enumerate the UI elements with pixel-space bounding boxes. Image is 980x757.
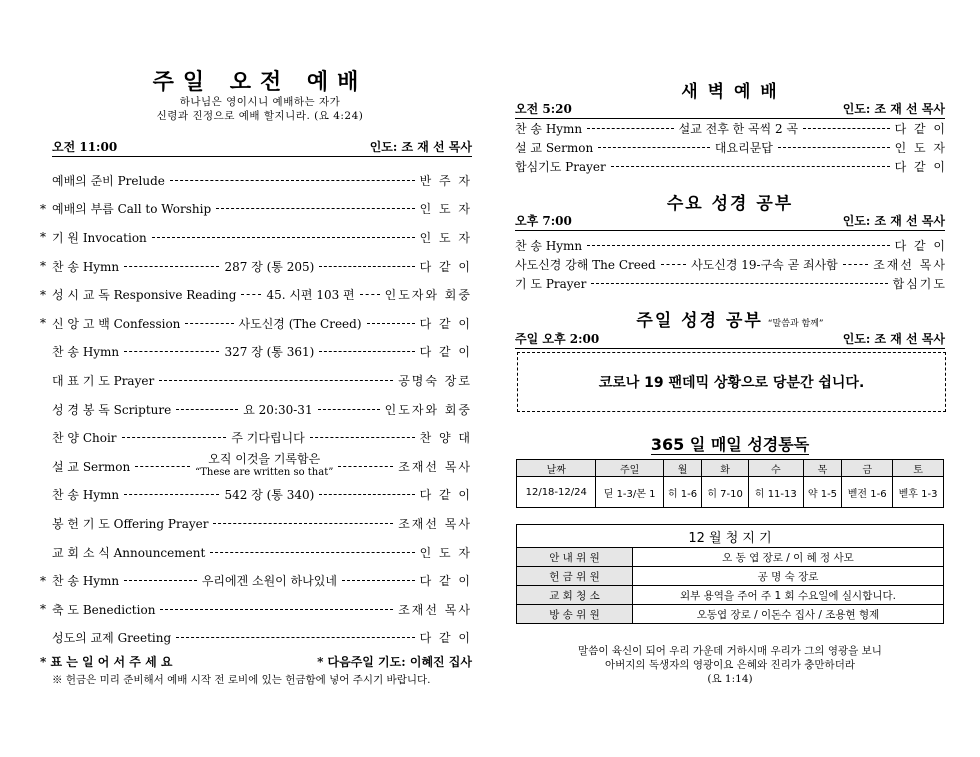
order-row xyxy=(515,274,947,293)
dash-leader xyxy=(213,523,393,524)
order-person: 인 도 자 xyxy=(894,141,947,155)
dash-leader xyxy=(843,264,868,265)
order-label: 성도의 교제 Greeting xyxy=(52,631,172,646)
dash-leader xyxy=(319,266,414,267)
standing-mark: * xyxy=(40,287,46,302)
order-label: 찬 양 Choir xyxy=(52,431,117,446)
dawn-leader: 인도: 조 재 선 목사 xyxy=(842,102,945,116)
order-label: 성 경 봉 독 Scripture xyxy=(52,402,172,417)
order-label: 찬 송 Hymn xyxy=(52,345,120,360)
stand-text: * 표 는 일 어 서 주 세 요 xyxy=(40,655,173,669)
dash-leader xyxy=(803,128,889,129)
service-header xyxy=(52,138,472,157)
servants-row xyxy=(517,605,944,624)
standing-mark: * xyxy=(40,316,46,331)
dawn-time: 오전 5:20 xyxy=(515,102,572,116)
servants-title-row xyxy=(517,525,944,548)
order-detail: 요 20:30-31 xyxy=(243,402,313,417)
servant-name: 오 동 엽 장로 / 이 혜 정 사모 xyxy=(633,548,944,567)
order-person: 다 같 이 xyxy=(419,316,473,331)
dash-leader xyxy=(135,466,190,467)
sunday-study-title-wrap xyxy=(515,306,945,331)
dash-leader xyxy=(342,580,415,581)
order-label: 축 도 Benediction xyxy=(52,602,156,617)
verse-line: 신령과 진정으로 예배 할지니라. (요 4:24) xyxy=(156,110,364,122)
dash-leader xyxy=(310,437,415,438)
servant-name: 오동엽 장로 / 이돈수 집사 / 조용현 형제 xyxy=(633,605,944,624)
service-leader: 인도: 조 재 선 목사 xyxy=(369,140,472,154)
order-row xyxy=(515,255,947,274)
servant-role: 헌 금 위 원 xyxy=(517,567,633,586)
wed-title: 수요 성경 공부 xyxy=(666,194,794,214)
order-person: 조재선 목사 xyxy=(873,258,947,272)
order-row xyxy=(40,395,472,424)
order-label: 대 표 기 도 Prayer xyxy=(52,373,155,388)
reading-cell: 벧후 1-3 xyxy=(893,477,944,508)
reading-cell: 딛 1-3/몬 1 xyxy=(596,477,663,508)
dash-leader xyxy=(160,609,393,610)
sunday-study-notice: 코로나 19 팬데믹 상황으로 당분간 쉽니다. xyxy=(517,352,946,412)
wed-header xyxy=(515,212,945,231)
order-row xyxy=(515,157,947,176)
order-row xyxy=(515,119,947,138)
reading-header-cell: 월 xyxy=(663,460,702,477)
order-label: 찬 송 Hymn xyxy=(52,259,120,274)
dash-leader xyxy=(587,245,889,246)
servants-row xyxy=(517,548,944,567)
reading-table xyxy=(516,459,944,508)
sunday-study-title: 주일 성경 공부 xyxy=(636,311,763,331)
footer-line: 아버지의 독생자의 영광이요 은혜와 진리가 충만하더라 xyxy=(605,659,855,671)
service-time: 오전 11:00 xyxy=(52,140,118,154)
order-detail: 45. 시편 103 편 xyxy=(266,288,355,303)
reading-header-cell: 금 xyxy=(842,460,893,477)
order-row xyxy=(40,338,472,367)
dash-leader xyxy=(598,147,710,148)
servant-role: 안 내 위 원 xyxy=(517,548,633,567)
reading-cell: 히 1-6 xyxy=(663,477,702,508)
order-label: 찬 송 Hymn xyxy=(515,239,583,253)
reading-header-cell: 날짜 xyxy=(517,460,596,477)
order-detail: 542 장 (통 340) xyxy=(224,488,315,503)
dawn-order xyxy=(515,119,947,176)
order-person: 공명숙 장로 xyxy=(398,373,472,388)
dash-leader xyxy=(124,494,219,495)
dash-leader xyxy=(176,409,238,410)
order-detail: 327 장 (통 361) xyxy=(224,345,315,360)
dash-leader xyxy=(319,494,414,495)
order-row xyxy=(40,509,472,538)
reading-header-cell: 화 xyxy=(702,460,749,477)
order-person: 다 같 이 xyxy=(419,345,473,360)
page-title: 주일 오전 예배 xyxy=(152,70,368,95)
order-detail: 287 장 (통 205) xyxy=(224,259,315,274)
order-label: 예배의 준비 Prelude xyxy=(52,173,165,188)
order-row xyxy=(40,423,472,452)
dash-leader xyxy=(124,266,219,267)
order-row xyxy=(40,166,472,195)
order-row xyxy=(40,309,472,338)
reading-cell: 벧전 1-6 xyxy=(842,477,893,508)
sermon-title-block xyxy=(195,452,333,480)
standing-mark: * xyxy=(40,230,46,245)
dash-leader xyxy=(210,552,414,553)
order-row xyxy=(40,595,472,624)
reading-cell: 약 1-5 xyxy=(803,477,842,508)
dash-leader xyxy=(124,580,197,581)
order-row xyxy=(40,223,472,252)
order-row xyxy=(40,280,472,309)
servant-name: 외부 용역을 주어 주 1 회 수요일에 실시합니다. xyxy=(633,586,944,605)
standing-mark: * xyxy=(40,573,46,588)
order-label: 찬 송 Hymn xyxy=(52,574,120,589)
order-label: 사도신경 강해 The Creed xyxy=(515,258,656,272)
dash-leader xyxy=(587,128,673,129)
wed-leader: 인도: 조 재 선 목사 xyxy=(842,214,945,228)
dawn-header xyxy=(515,100,945,119)
offering-note: ※ 헌금은 미리 준비해서 예배 시작 전 로비에 있는 헌금함에 넣어 주시기 바랍니다. xyxy=(52,674,431,686)
order-row xyxy=(40,481,472,510)
reading-body-row xyxy=(517,477,944,508)
dash-leader xyxy=(159,380,393,381)
order-detail: 설교 전후 한 곡씩 2 곡 xyxy=(678,122,799,136)
reading-title: 365 일 매일 성경통독 xyxy=(650,435,810,454)
order-label: 찬 송 Hymn xyxy=(515,122,583,136)
dash-leader xyxy=(124,351,219,352)
order-row xyxy=(40,566,472,595)
order-label: 봉 헌 기 도 Offering Prayer xyxy=(52,516,209,531)
servants-title: 12 월 청 지 기 xyxy=(517,525,944,548)
sunday-study-time: 주일 오후 2:00 xyxy=(515,332,600,346)
sunday-study-subtitle: “말씀과 함께” xyxy=(767,319,824,329)
order-person: 인도자와 회중 xyxy=(384,402,473,417)
dash-leader xyxy=(360,294,380,295)
dash-leader xyxy=(122,437,227,438)
order-person: 인 도 자 xyxy=(419,202,472,217)
order-person: 조재선 목사 xyxy=(398,516,472,531)
order-row xyxy=(40,195,472,224)
reading-header-cell: 주일 xyxy=(596,460,663,477)
order-row xyxy=(40,252,472,281)
order-detail: 대요리문답 xyxy=(714,141,773,155)
order-person: 다 같 이 xyxy=(894,160,947,174)
dash-leader xyxy=(176,637,414,638)
standing-mark: * xyxy=(40,602,46,617)
order-person: 다 같 이 xyxy=(419,488,473,503)
reading-header-cell: 목 xyxy=(803,460,842,477)
order-person: 인도자와 회중 xyxy=(384,288,472,303)
standing-mark: * xyxy=(40,201,46,216)
dash-leader xyxy=(611,166,890,167)
wed-time: 오후 7:00 xyxy=(515,214,572,228)
reading-cell: 12/18-12/24 xyxy=(517,477,596,508)
order-row xyxy=(515,236,947,255)
dash-leader xyxy=(241,294,261,295)
dash-leader xyxy=(338,466,393,467)
order-label: 신 앙 고 백 Confession xyxy=(52,316,181,331)
order-row xyxy=(40,624,472,653)
order-person: 인 도 자 xyxy=(419,545,472,560)
order-person: 합심기도 xyxy=(892,277,947,291)
servant-name: 공 명 숙 장로 xyxy=(633,567,944,586)
order-label: 기 원 Invocation xyxy=(52,230,147,245)
dash-leader xyxy=(170,180,415,181)
dash-leader xyxy=(185,323,233,324)
order-label: 설 교 Sermon xyxy=(52,459,131,474)
servants-table xyxy=(516,524,944,624)
sermon-title: 오직 이것을 기록함은 xyxy=(208,452,321,467)
order-row xyxy=(40,538,472,567)
order-person: 다 같 이 xyxy=(419,574,473,589)
reading-cell: 히 11-13 xyxy=(748,477,803,508)
servant-role: 교 회 청 소 xyxy=(517,586,633,605)
order-person: 다 같 이 xyxy=(894,122,947,136)
order-person: 다 같 이 xyxy=(894,239,947,253)
standing-mark: * xyxy=(40,259,46,274)
dash-leader xyxy=(216,208,414,209)
order-person: 다 같 이 xyxy=(419,259,473,274)
dash-leader xyxy=(591,283,887,284)
dash-leader xyxy=(318,409,380,410)
wed-order xyxy=(515,236,947,293)
dash-leader xyxy=(367,323,415,324)
sunday-study-header xyxy=(515,330,945,349)
order-label: 설 교 Sermon xyxy=(515,141,594,155)
order-person: 다 같 이 xyxy=(419,631,472,646)
reading-cell: 히 7-10 xyxy=(702,477,749,508)
verse-line: 하나님은 영이시니 예배하는 자가 xyxy=(179,96,341,108)
dawn-title: 새 벽 예 배 xyxy=(681,82,779,102)
sermon-subtitle: “These are written so that” xyxy=(195,467,334,479)
reading-header-row xyxy=(517,460,944,477)
verse-text xyxy=(40,95,480,123)
dash-leader xyxy=(661,264,686,265)
footer-verse xyxy=(515,644,945,686)
dash-leader xyxy=(778,147,890,148)
dash-leader xyxy=(319,351,414,352)
servant-role: 방 송 위 원 xyxy=(517,605,633,624)
footer-line: 말씀이 육신이 되어 우리 가운데 거하시매 우리가 그의 영광을 보니 xyxy=(578,645,882,657)
footer-ref: (요 1:14) xyxy=(707,673,753,685)
order-detail: 사도신경 19-구속 곧 죄사함 xyxy=(691,258,838,272)
dash-leader xyxy=(152,237,415,238)
stand-note xyxy=(40,653,472,670)
order-label: 합심기도 Prayer xyxy=(515,160,606,174)
order-person: 인 도 자 xyxy=(419,230,472,245)
order-row xyxy=(40,452,472,481)
order-label: 찬 송 Hymn xyxy=(52,488,120,503)
reading-header-cell: 토 xyxy=(893,460,944,477)
order-label: 예배의 부름 Call to Worship xyxy=(52,202,212,217)
next-prayer: * 다음주일 기도: 이혜진 집사 xyxy=(317,655,472,669)
order-label: 교 회 소 식 Announcement xyxy=(52,545,206,560)
order-row xyxy=(40,366,472,395)
servants-row xyxy=(517,567,944,586)
order-person: 찬 양 대 xyxy=(419,431,472,446)
order-label: 성 시 교 독 Responsive Reading xyxy=(52,288,237,303)
servants-body xyxy=(517,548,944,624)
reading-title-wrap xyxy=(515,432,945,455)
order-person: 반 주 자 xyxy=(419,173,472,188)
sunday-study-leader: 인도: 조 재 선 목사 xyxy=(842,332,945,346)
order-detail: 사도신경 (The Creed) xyxy=(238,316,362,331)
reading-header-cell: 수 xyxy=(748,460,803,477)
order-person: 조재선 목사 xyxy=(398,459,473,474)
order-detail: 우리에겐 소원이 하나있네 xyxy=(201,574,337,589)
order-label: 기 도 Prayer xyxy=(515,277,587,291)
order-of-worship xyxy=(40,166,472,652)
order-detail: 주 기다립니다 xyxy=(231,431,305,446)
servants-row xyxy=(517,586,944,605)
order-row xyxy=(515,138,947,157)
order-person: 조재선 목사 xyxy=(398,602,472,617)
